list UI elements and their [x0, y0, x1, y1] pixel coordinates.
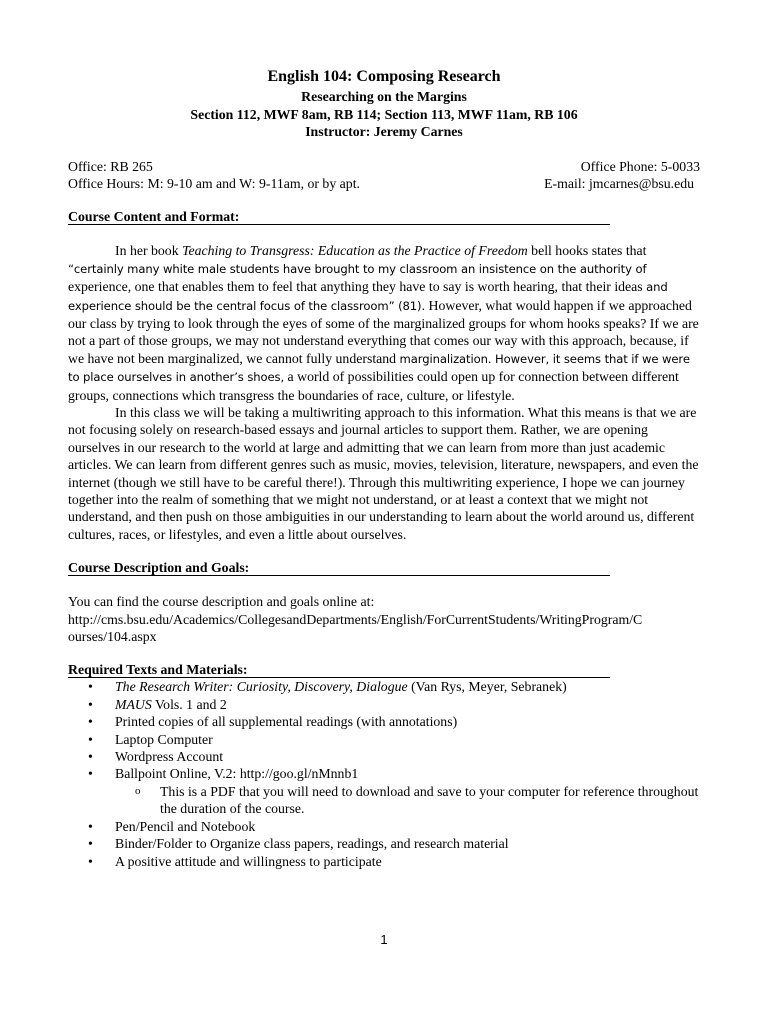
item-text: Wordpress Account: [115, 749, 224, 765]
list-item: [88, 748, 700, 765]
spacer: [68, 543, 700, 560]
description-text: You can find the course description and goals online at:: [68, 594, 375, 610]
paragraph-text: experience, one that enables them to feel that anything they have to say is worth hearing, that their ideas: [68, 279, 647, 295]
materials-list: [68, 678, 700, 869]
bullet-icon: •: [88, 714, 93, 730]
spacer: [68, 645, 700, 662]
quoted-text: and experience should be the central focus of the classroom” (81).: [68, 280, 668, 313]
spacer: [68, 141, 700, 158]
heading-course-content: Course Content and Format:: [68, 209, 610, 225]
office-phone: Office Phone: 5-0033: [580, 158, 700, 174]
sub-list-item: [135, 783, 700, 818]
item-text: Printed copies of all supplemental readings (with annotations): [115, 714, 458, 730]
list-item: [88, 818, 700, 835]
list-item: [88, 678, 700, 695]
item-text: Laptop Computer: [115, 731, 213, 747]
list-item: [88, 713, 700, 730]
spacer: [68, 192, 700, 209]
office-location: Office: RB 265: [68, 158, 153, 174]
list-item: [88, 731, 700, 748]
item-text: A positive attitude and willingness to participate: [115, 853, 382, 869]
book-title: Teaching to Transgress: Education as the Practice of Freedom: [182, 243, 528, 259]
item-text: Binder/Folder to Organize class papers, readings, and research material: [115, 836, 509, 852]
book-title: MAUS: [115, 696, 152, 712]
book-title: The Research Writer: Curiosity, Discovery, Dialogue: [115, 679, 408, 695]
heading-course-description: Course Description and Goals:: [68, 560, 610, 576]
course-title: English 104: Composing Research: [267, 68, 501, 85]
quoted-text: “certainly many white male students have brought to my classroom an insistence on the authority of: [68, 261, 647, 276]
list-item: [88, 853, 700, 870]
item-text: Vols. 1 and 2: [151, 696, 227, 712]
circle-bullet-icon: o: [135, 784, 141, 797]
sans-text: marginalization. However, it seems that if we were to place ourselves in another’s shoes,: [68, 351, 690, 385]
paragraph-text: However, what would happen if we approached our class by trying to look through the eyes of some of the marginalized groups for whom hooks speaks? If we are not a part of those groups, we may not understand everything that comes our way with this approach, because, if we have not been marginalized, we cannot fully understand: [68, 297, 699, 366]
course-sections: Section 112, MWF 8am, RB 114; Section 113, MWF 11am, RB 106: [190, 106, 578, 122]
office-hours: Office Hours: M: 9-10 am and W: 9-11am, or by apt.: [68, 175, 360, 191]
list-item: [88, 835, 700, 852]
item-text: Pen/Pencil and Notebook: [115, 818, 256, 834]
item-text: This is a PDF that you will need to download and save to your computer for reference throughout the duration of the course.: [160, 783, 699, 817]
course-description-link[interactable]: http://cms.bsu.edu/Academics/CollegesandDepartments/English/ForCurrentStudents/WritingProgram/C ourses/104.aspx: [68, 611, 643, 645]
office-row-2: [68, 175, 700, 192]
page-number: 1: [380, 932, 388, 947]
instructor-email: E-mail: jmcarnes@bsu.edu: [544, 175, 694, 191]
spacer: [68, 225, 700, 242]
item-text: Ballpoint Online, V.2: http://goo.gl/nMnnb1: [115, 766, 359, 782]
bullet-icon: •: [88, 696, 93, 712]
item-text: (Van Rys, Meyer, Sebranek): [407, 679, 567, 695]
bullet-icon: •: [88, 679, 93, 695]
spacer: [68, 576, 700, 593]
content-paragraph-1: [68, 242, 700, 404]
bullet-icon: •: [88, 836, 93, 852]
list-item: [88, 765, 700, 817]
bullet-icon: •: [88, 731, 93, 747]
list-item: [88, 696, 700, 713]
bullet-icon: •: [88, 853, 93, 869]
office-row-1: [68, 158, 700, 175]
paragraph-text: In her book: [115, 243, 183, 259]
paragraph-text: a world of possibilities could open up for connection between different groups, connections which transgress the boundaries of race, culture, or lifestyle.: [68, 369, 679, 403]
heading-required-materials: Required Texts and Materials:: [68, 662, 610, 678]
content-paragraph-2: In this class we will be taking a multiwriting approach to this information. What this means is that we are not focusing solely on research-based essays and journal articles to support them. Rather, we are opening ourselves in our research to the world at large and admitting that we can learn from more than just academic articles. We can learn from different genres such as music, movies, television, literature, newspapers, and even the internet (though we still have to be careful there!). Through this multiwriting experience, I hope we can journey together into the realm of something that we might not understand, or at least a context that we might not understand, and then push on those ambiguities in our understanding to learn about the world around us, different cultures, races, or lifestyles, and even a little about ourselves.: [68, 404, 699, 542]
instructor-name: Instructor: Jeremy Carnes: [305, 124, 463, 139]
bullet-icon: •: [88, 766, 93, 782]
sub-list: [115, 783, 700, 818]
bullet-icon: •: [88, 818, 93, 834]
syllabus-page: [68, 66, 700, 870]
bullet-icon: •: [88, 749, 93, 765]
paragraph-text: bell hooks states that: [527, 243, 647, 259]
course-subtitle: Researching on the Margins: [301, 89, 467, 104]
